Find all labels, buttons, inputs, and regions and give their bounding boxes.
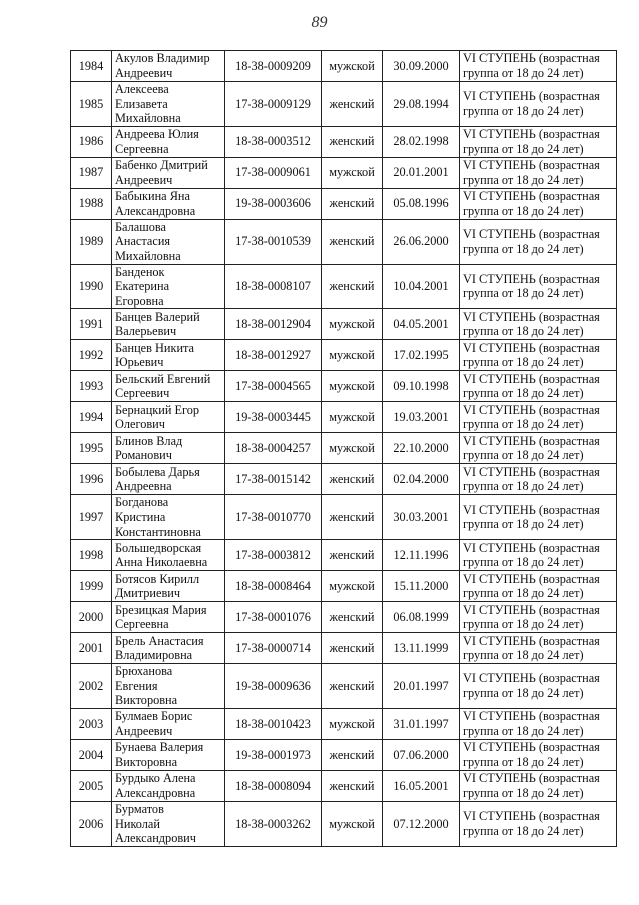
full-name-cell: Бурматов Николай Александрович [112, 801, 225, 846]
full-name-cell: Бабыкина Яна Александровна [112, 188, 225, 219]
birth-date-cell: 26.06.2000 [383, 219, 460, 264]
registry-table [70, 50, 617, 847]
gender-cell: женский [322, 126, 383, 157]
table-row [71, 433, 617, 464]
category-cell: VI СТУПЕНЬ (возрастная группа от 18 до 24 лет) [460, 126, 617, 157]
uin-code-cell: 18-38-0012904 [225, 309, 322, 340]
gender-cell: женский [322, 739, 383, 770]
table-row [71, 51, 617, 82]
table-row [71, 157, 617, 188]
row-number-cell: 1998 [71, 540, 112, 571]
table-row [71, 264, 617, 309]
full-name-cell: Бунаева Валерия Викторовна [112, 739, 225, 770]
table-row [71, 371, 617, 402]
row-number-cell: 2004 [71, 739, 112, 770]
full-name-cell: Бернацкий Егор Олегович [112, 402, 225, 433]
gender-cell: мужской [322, 402, 383, 433]
birth-date-cell: 04.05.2001 [383, 309, 460, 340]
gender-cell: женский [322, 464, 383, 495]
category-cell: VI СТУПЕНЬ (возрастная группа от 18 до 24 лет) [460, 188, 617, 219]
category-cell: VI СТУПЕНЬ (возрастная группа от 18 до 24 лет) [460, 801, 617, 846]
gender-cell: женский [322, 633, 383, 664]
table-row [71, 801, 617, 846]
category-cell: VI СТУПЕНЬ (возрастная группа от 18 до 24 лет) [460, 540, 617, 571]
uin-code-cell: 17-38-0009129 [225, 82, 322, 127]
uin-code-cell: 17-38-0010539 [225, 219, 322, 264]
birth-date-cell: 07.12.2000 [383, 801, 460, 846]
category-cell: VI СТУПЕНЬ (возрастная группа от 18 до 24 лет) [460, 82, 617, 127]
category-cell: VI СТУПЕНЬ (возрастная группа от 18 до 24 лет) [460, 633, 617, 664]
gender-cell: мужской [322, 801, 383, 846]
gender-cell: женский [322, 664, 383, 709]
full-name-cell: Брель Анастасия Владимировна [112, 633, 225, 664]
uin-code-cell: 18-38-0008107 [225, 264, 322, 309]
row-number-cell: 1996 [71, 464, 112, 495]
full-name-cell: Богданова Кристина Константиновна [112, 495, 225, 540]
gender-cell: мужской [322, 708, 383, 739]
category-cell: VI СТУПЕНЬ (возрастная группа от 18 до 24 лет) [460, 157, 617, 188]
row-number-cell: 1991 [71, 309, 112, 340]
row-number-cell: 1997 [71, 495, 112, 540]
full-name-cell: Блинов Влад Романович [112, 433, 225, 464]
birth-date-cell: 22.10.2000 [383, 433, 460, 464]
full-name-cell: Банцев Никита Юрьевич [112, 340, 225, 371]
birth-date-cell: 09.10.1998 [383, 371, 460, 402]
category-cell: VI СТУПЕНЬ (возрастная группа от 18 до 24 лет) [460, 433, 617, 464]
full-name-cell: Большедворская Анна Николаевна [112, 540, 225, 571]
row-number-cell: 2005 [71, 770, 112, 801]
table-row [71, 540, 617, 571]
uin-code-cell: 18-38-0008094 [225, 770, 322, 801]
birth-date-cell: 20.01.1997 [383, 664, 460, 709]
gender-cell: мужской [322, 571, 383, 602]
table-row [71, 188, 617, 219]
birth-date-cell: 07.06.2000 [383, 739, 460, 770]
page-number: 89 [311, 14, 328, 31]
row-number-cell: 1995 [71, 433, 112, 464]
table-row [71, 495, 617, 540]
full-name-cell: Бобылева Дарья Андреевна [112, 464, 225, 495]
birth-date-cell: 30.03.2001 [383, 495, 460, 540]
gender-cell: мужской [322, 51, 383, 82]
birth-date-cell: 12.11.1996 [383, 540, 460, 571]
row-number-cell: 2003 [71, 708, 112, 739]
category-cell: VI СТУПЕНЬ (возрастная группа от 18 до 24 лет) [460, 495, 617, 540]
category-cell: VI СТУПЕНЬ (возрастная группа от 18 до 24 лет) [460, 770, 617, 801]
row-number-cell: 2000 [71, 602, 112, 633]
table-row [71, 340, 617, 371]
birth-date-cell: 06.08.1999 [383, 602, 460, 633]
uin-code-cell: 18-38-0012927 [225, 340, 322, 371]
uin-code-cell: 18-38-0010423 [225, 708, 322, 739]
full-name-cell: Брюханова Евгения Викторовна [112, 664, 225, 709]
uin-code-cell: 17-38-0003812 [225, 540, 322, 571]
uin-code-cell: 18-38-0003262 [225, 801, 322, 846]
gender-cell: женский [322, 82, 383, 127]
gender-cell: мужской [322, 157, 383, 188]
birth-date-cell: 15.11.2000 [383, 571, 460, 602]
table-row [71, 708, 617, 739]
birth-date-cell: 13.11.1999 [383, 633, 460, 664]
birth-date-cell: 19.03.2001 [383, 402, 460, 433]
row-number-cell: 1994 [71, 402, 112, 433]
row-number-cell: 1985 [71, 82, 112, 127]
row-number-cell: 1992 [71, 340, 112, 371]
row-number-cell: 2001 [71, 633, 112, 664]
uin-code-cell: 17-38-0001076 [225, 602, 322, 633]
birth-date-cell: 20.01.2001 [383, 157, 460, 188]
uin-code-cell: 17-38-0010770 [225, 495, 322, 540]
full-name-cell: Акулов Владимир Андреевич [112, 51, 225, 82]
table-row [71, 664, 617, 709]
row-number-cell: 1999 [71, 571, 112, 602]
row-number-cell: 1987 [71, 157, 112, 188]
row-number-cell: 1990 [71, 264, 112, 309]
full-name-cell: Банцев Валерий Валерьевич [112, 309, 225, 340]
table-row [71, 633, 617, 664]
uin-code-cell: 17-38-0000714 [225, 633, 322, 664]
full-name-cell: Банденок Екатерина Егоровна [112, 264, 225, 309]
full-name-cell: Балашова Анастасия Михайловна [112, 219, 225, 264]
uin-code-cell: 18-38-0009209 [225, 51, 322, 82]
table-row [71, 82, 617, 127]
birth-date-cell: 10.04.2001 [383, 264, 460, 309]
birth-date-cell: 05.08.1996 [383, 188, 460, 219]
row-number-cell: 1993 [71, 371, 112, 402]
full-name-cell: Булмаев Борис Андреевич [112, 708, 225, 739]
birth-date-cell: 17.02.1995 [383, 340, 460, 371]
full-name-cell: Брезицкая Мария Сергеевна [112, 602, 225, 633]
birth-date-cell: 31.01.1997 [383, 708, 460, 739]
birth-date-cell: 30.09.2000 [383, 51, 460, 82]
full-name-cell: Андреева Юлия Сергеевна [112, 126, 225, 157]
gender-cell: женский [322, 602, 383, 633]
category-cell: VI СТУПЕНЬ (возрастная группа от 18 до 24 лет) [460, 739, 617, 770]
uin-code-cell: 17-38-0009061 [225, 157, 322, 188]
uin-code-cell: 19-38-0003445 [225, 402, 322, 433]
category-cell: VI СТУПЕНЬ (возрастная группа от 18 до 24 лет) [460, 340, 617, 371]
registry-table-body [71, 51, 617, 847]
row-number-cell: 1989 [71, 219, 112, 264]
uin-code-cell: 18-38-0004257 [225, 433, 322, 464]
table-row [71, 739, 617, 770]
full-name-cell: Ботясов Кирилл Дмитриевич [112, 571, 225, 602]
row-number-cell: 1984 [71, 51, 112, 82]
category-cell: VI СТУПЕНЬ (возрастная группа от 18 до 24 лет) [460, 664, 617, 709]
uin-code-cell: 19-38-0001973 [225, 739, 322, 770]
birth-date-cell: 16.05.2001 [383, 770, 460, 801]
category-cell: VI СТУПЕНЬ (возрастная группа от 18 до 24 лет) [460, 219, 617, 264]
uin-code-cell: 17-38-0004565 [225, 371, 322, 402]
table-row [71, 402, 617, 433]
gender-cell: мужской [322, 340, 383, 371]
category-cell: VI СТУПЕНЬ (возрастная группа от 18 до 24 лет) [460, 602, 617, 633]
gender-cell: женский [322, 495, 383, 540]
full-name-cell: Бабенко Дмитрий Андреевич [112, 157, 225, 188]
birth-date-cell: 29.08.1994 [383, 82, 460, 127]
birth-date-cell: 28.02.1998 [383, 126, 460, 157]
table-row [71, 464, 617, 495]
table-row [71, 309, 617, 340]
category-cell: VI СТУПЕНЬ (возрастная группа от 18 до 24 лет) [460, 51, 617, 82]
row-number-cell: 1986 [71, 126, 112, 157]
uin-code-cell: 17-38-0015142 [225, 464, 322, 495]
gender-cell: женский [322, 188, 383, 219]
category-cell: VI СТУПЕНЬ (возрастная группа от 18 до 24 лет) [460, 571, 617, 602]
birth-date-cell: 02.04.2000 [383, 464, 460, 495]
gender-cell: женский [322, 219, 383, 264]
category-cell: VI СТУПЕНЬ (возрастная группа от 18 до 24 лет) [460, 464, 617, 495]
gender-cell: мужской [322, 309, 383, 340]
row-number-cell: 2002 [71, 664, 112, 709]
category-cell: VI СТУПЕНЬ (возрастная группа от 18 до 24 лет) [460, 371, 617, 402]
uin-code-cell: 19-38-0003606 [225, 188, 322, 219]
full-name-cell: Бурдыко Алена Александровна [112, 770, 225, 801]
gender-cell: женский [322, 770, 383, 801]
gender-cell: женский [322, 540, 383, 571]
row-number-cell: 1988 [71, 188, 112, 219]
category-cell: VI СТУПЕНЬ (возрастная группа от 18 до 24 лет) [460, 708, 617, 739]
category-cell: VI СТУПЕНЬ (возрастная группа от 18 до 24 лет) [460, 402, 617, 433]
full-name-cell: Бельский Евгений Сергеевич [112, 371, 225, 402]
table-row [71, 770, 617, 801]
category-cell: VI СТУПЕНЬ (возрастная группа от 18 до 24 лет) [460, 264, 617, 309]
table-row [71, 126, 617, 157]
gender-cell: мужской [322, 371, 383, 402]
full-name-cell: Алексеева Елизавета Михайловна [112, 82, 225, 127]
table-row [71, 602, 617, 633]
category-cell: VI СТУПЕНЬ (возрастная группа от 18 до 24 лет) [460, 309, 617, 340]
uin-code-cell: 18-38-0003512 [225, 126, 322, 157]
row-number-cell: 2006 [71, 801, 112, 846]
gender-cell: женский [322, 264, 383, 309]
table-row [71, 219, 617, 264]
table-row [71, 571, 617, 602]
gender-cell: мужской [322, 433, 383, 464]
uin-code-cell: 18-38-0008464 [225, 571, 322, 602]
uin-code-cell: 19-38-0009636 [225, 664, 322, 709]
